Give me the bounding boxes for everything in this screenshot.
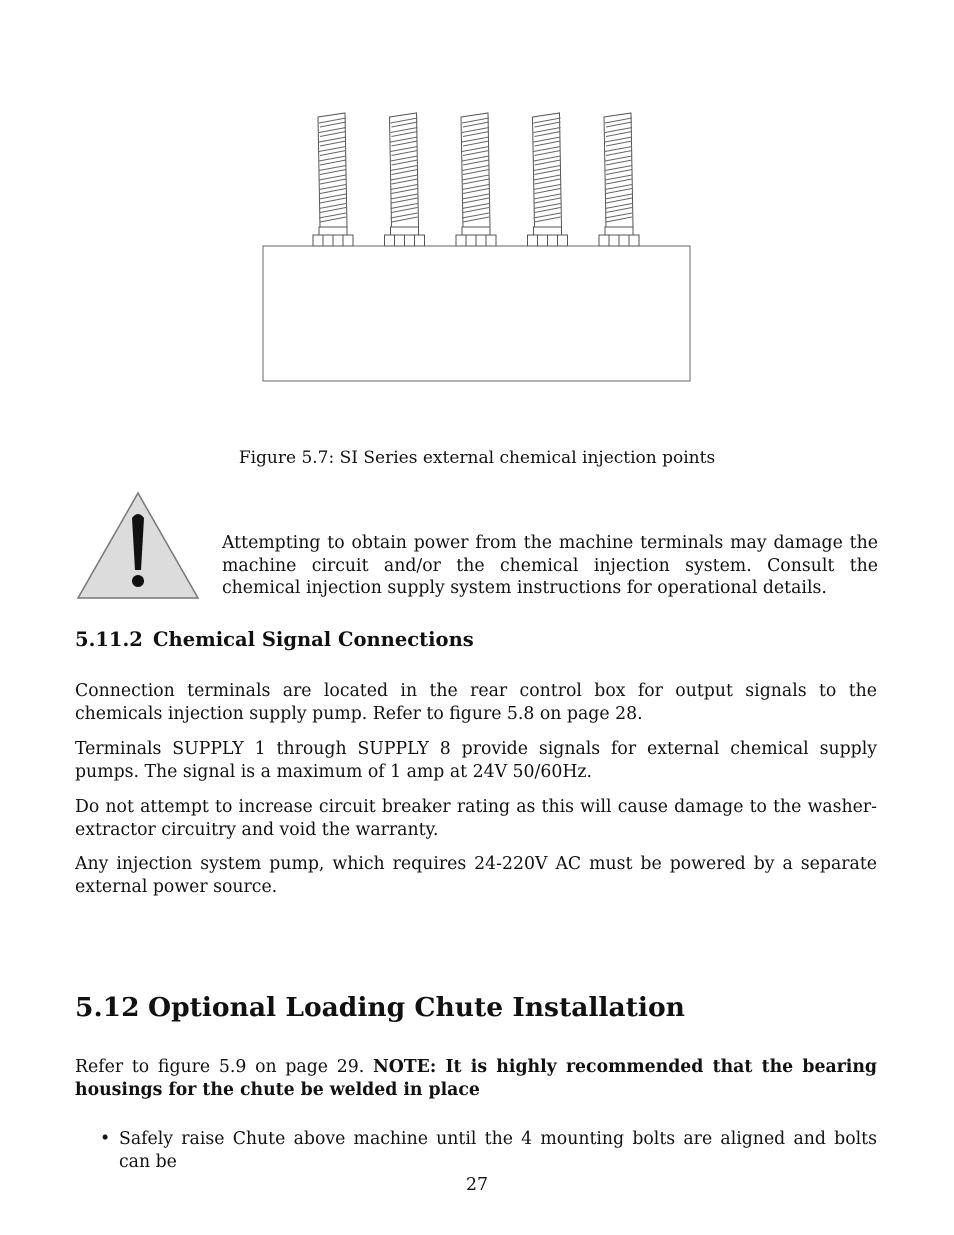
subsection-heading <box>75 628 474 651</box>
warning-text: Attempting to obtain power from the machine terminals may damage the machine circuit and/or the chemical injection system. Consult the chemical injection supply system instructions for operational details. <box>222 533 878 598</box>
page-number: 27 <box>466 1175 488 1195</box>
section-heading <box>75 992 685 1023</box>
note-text: NOTE: It is highly recommended that the bearing housings for the chute be welded in place <box>75 1057 877 1100</box>
injection-hose <box>528 113 568 246</box>
section-number: 5.12 <box>75 992 140 1023</box>
injection-hose <box>456 113 496 246</box>
paragraph: Connection terminals are located in the rear control box for output signals to the chemicals injection supply pump. Refer to figure 5.8 on page 28. <box>75 681 877 724</box>
injection-hose <box>599 113 639 246</box>
list-item-text: Safely raise Chute above machine until the 4 mounting bolts are aligned and bolts can be <box>119 1129 877 1172</box>
paragraph: Any injection system pump, which requires 24-220V AC must be powered by a separate external power source. <box>75 854 877 897</box>
subsection-title: Chemical Signal Connections <box>153 628 474 651</box>
subsection-number: 5.11.2 <box>75 628 143 651</box>
list-item <box>100 1128 877 1173</box>
injection-hose <box>313 113 353 246</box>
paragraph <box>75 1056 877 1101</box>
paragraph: Do not attempt to increase circuit breaker rating as this will cause damage to the washer-extractor circuitry and void the warranty. <box>75 797 877 840</box>
bullet-icon: • <box>100 1129 111 1149</box>
injection-points-figure <box>255 105 700 390</box>
exclamation-triangle-icon <box>75 490 201 602</box>
section-title: Optional Loading Chute Installation <box>148 992 685 1023</box>
figure-caption: Figure 5.7: SI Series external chemical injection points <box>238 448 716 468</box>
control-box <box>263 246 690 381</box>
injection-hose <box>385 113 425 246</box>
paragraph: Terminals SUPPLY 1 through SUPPLY 8 provide signals for external chemical supply pumps. The signal is a maximum of 1 amp at 24V 50/60Hz. <box>75 739 877 782</box>
intro-text: Refer to figure 5.9 on page 29. <box>75 1057 365 1077</box>
injection-points-diagram <box>255 105 700 390</box>
